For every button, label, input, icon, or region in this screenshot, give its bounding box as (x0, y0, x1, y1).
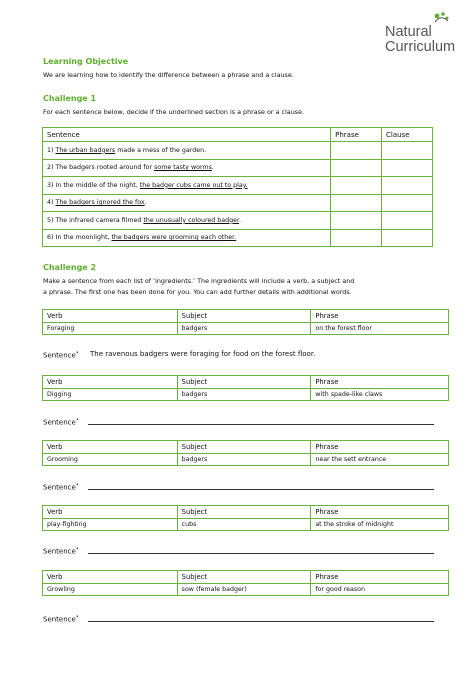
phrase-answer-cell[interactable] (331, 229, 382, 247)
table-row (43, 212, 433, 230)
sentence-label: Sentence• (43, 614, 79, 624)
clause-answer-cell[interactable] (382, 159, 433, 177)
column-header-phrase: Phrase (311, 506, 449, 519)
sentence-label: Sentence• (43, 482, 79, 492)
table-row (43, 229, 433, 247)
sentence-label: Sentence• (43, 546, 79, 556)
ingredients-table (42, 309, 449, 335)
column-header-verb: Verb (43, 506, 178, 519)
phrase-answer-cell[interactable] (331, 142, 382, 160)
underlined-section: the unusually coloured badger (143, 216, 240, 224)
table-header-row (43, 506, 449, 519)
natural-curriculum-logo (385, 10, 467, 54)
sentence-cell: 5) The infrared camera filmed the unusually coloured badger. (43, 212, 331, 230)
challenge1-heading: Challenge 1 (43, 94, 97, 103)
challenge1-instruction: For each sentence below, decide if the underlined section is a phrase or a clause. (43, 108, 305, 116)
table-row (43, 518, 449, 531)
table-header-row (43, 310, 449, 323)
subject-cell: sow (female badger) (177, 583, 311, 596)
table-header-row (43, 441, 449, 454)
column-header-verb: Verb (43, 376, 178, 389)
underlined-section: the badger cubs came out to play. (139, 181, 248, 189)
verb-cell: Digging (43, 388, 178, 401)
challenge2-instruction-line1: Make a sentence from each list of ‘ingredients.’ The ingredients will include a verb, a subject and (43, 277, 355, 285)
verb-cell: Foraging (43, 322, 178, 335)
column-header-subject: Subject (177, 571, 311, 584)
table-row (43, 453, 449, 466)
table-header-row (43, 571, 449, 584)
ingredients-table (42, 570, 449, 596)
clause-answer-cell[interactable] (382, 142, 433, 160)
sentence-cell: 6) In the moonlight, the badgers were grooming each other. (43, 229, 331, 247)
leaf-swirl-icon (431, 10, 451, 26)
sentence-cell: 3) In the middle of the night, the badger cubs came out to play. (43, 177, 331, 195)
column-header-verb: Verb (43, 441, 178, 454)
underlined-section: The badgers ignored the fox (55, 199, 145, 207)
phrase-answer-cell[interactable] (331, 194, 382, 212)
ingredients-table (42, 505, 449, 531)
phrase-answer-cell[interactable] (331, 177, 382, 195)
phrase-cell: on the forest floor (311, 322, 449, 335)
table-row (43, 194, 433, 212)
phrase-answer-cell[interactable] (331, 212, 382, 230)
logo-text-curriculum: Curriculum (385, 39, 456, 55)
subject-cell: badgers (177, 388, 311, 401)
sentence-answer-line[interactable] (88, 553, 434, 554)
example-sentence: The ravenous badgers were foraging for food on the forest floor. (90, 350, 316, 358)
column-header-phrase: Phrase (311, 310, 449, 323)
sentence-answer-line[interactable] (88, 489, 434, 490)
column-header-phrase: Phrase (311, 441, 449, 454)
subject-cell: cubs (177, 518, 311, 531)
sentence-label: Sentence• (43, 350, 79, 360)
clause-answer-cell[interactable] (382, 177, 433, 195)
subject-cell: badgers (177, 453, 311, 466)
column-header-subject: Subject (177, 376, 311, 389)
learning-objective-text: We are learning how to identify the difference between a phrase and a clause. (43, 71, 294, 79)
table-row (43, 177, 433, 195)
challenge2-instruction-line2: a phrase. The first one has been done for you. You can add further details with additional words. (43, 288, 352, 296)
column-header-phrase: Phrase (311, 376, 449, 389)
subject-cell: badgers (177, 322, 311, 335)
sentence-cell: 4) The badgers ignored the fox. (43, 194, 331, 212)
phrase-cell: at the stroke of midnight (311, 518, 449, 531)
underlined-section: some tasty worms (154, 164, 212, 172)
clause-answer-cell[interactable] (382, 229, 433, 247)
sentence-cell: 1) The urban badgers made a mess of the garden. (43, 142, 331, 160)
verb-cell: Grooming (43, 453, 178, 466)
table-row (43, 388, 449, 401)
table-header-row (43, 376, 449, 389)
phrase-cell: for good reason (311, 583, 449, 596)
logo-text-natural: Natural (385, 24, 432, 40)
column-header-verb: Verb (43, 310, 178, 323)
learning-objective-heading: Learning Objective (43, 57, 129, 66)
column-header-sentence: Sentence (43, 128, 331, 142)
column-header-clause: Clause (382, 128, 433, 142)
table-row (43, 322, 449, 335)
phrase-cell: near the sett entrance (311, 453, 449, 466)
clause-answer-cell[interactable] (382, 194, 433, 212)
challenge1-table (42, 127, 433, 247)
verb-cell: play-fighting (43, 518, 178, 531)
phrase-answer-cell[interactable] (331, 159, 382, 177)
ingredients-table (42, 440, 449, 466)
table-row (43, 159, 433, 177)
underlined-section: the badgers were grooming each other. (111, 234, 237, 242)
column-header-subject: Subject (177, 506, 311, 519)
column-header-subject: Subject (177, 310, 311, 323)
ingredients-table (42, 375, 449, 401)
sentence-label: Sentence• (43, 417, 79, 427)
underlined-section: The urban badgers (55, 146, 116, 154)
table-row (43, 583, 449, 596)
sentence-answer-line[interactable] (88, 621, 434, 622)
sentence-cell: 2) The badgers rooted around for some tasty worms. (43, 159, 331, 177)
column-header-phrase: Phrase (311, 571, 449, 584)
challenge2-heading: Challenge 2 (43, 263, 97, 272)
column-header-subject: Subject (177, 441, 311, 454)
table-row (43, 142, 433, 160)
clause-answer-cell[interactable] (382, 212, 433, 230)
column-header-verb: Verb (43, 571, 178, 584)
column-header-phrase: Phrase (331, 128, 382, 142)
verb-cell: Growling (43, 583, 178, 596)
table-header-row (43, 128, 433, 142)
sentence-answer-line[interactable] (88, 424, 434, 425)
phrase-cell: with spade-like claws (311, 388, 449, 401)
